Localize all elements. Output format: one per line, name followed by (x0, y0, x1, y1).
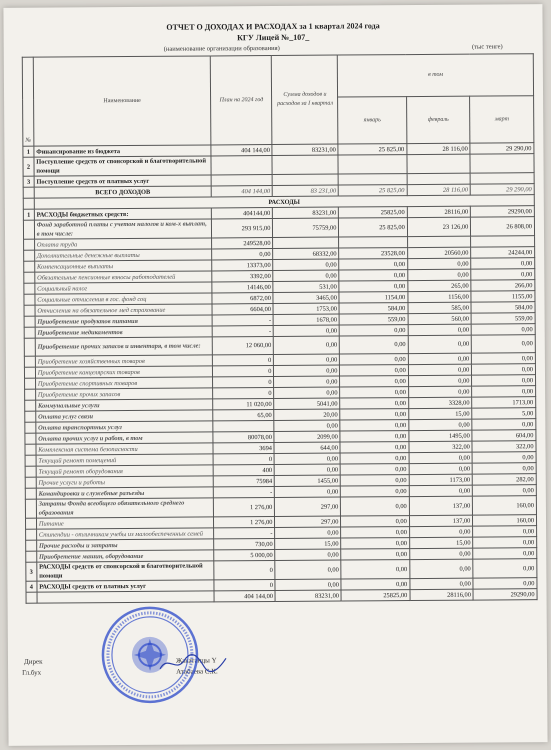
row-mar (471, 236, 535, 247)
row-sum: 20,00 (274, 409, 340, 420)
row-jan: 0,00 (339, 281, 407, 292)
row-jan: 0,00 (340, 325, 408, 336)
row-name: Стипендии - отличникам учебы из малообеспеченных семей (36, 528, 214, 540)
row-feb: 0,00 (408, 375, 472, 386)
row-plan: 0 (213, 355, 274, 366)
row-number (25, 400, 36, 411)
expense-section (23, 206, 537, 593)
row-jan: 0,00 (341, 516, 409, 527)
row-name: Текущий ремонт помещений (36, 454, 214, 466)
row-plan: 12 060,00 (213, 337, 274, 355)
row-feb: 137,00 (409, 496, 473, 515)
row-number (25, 389, 36, 400)
row-mar: 0,00 (472, 353, 536, 364)
row-mar: 0,00 (471, 258, 535, 269)
row-name: Компенсационные выплаты (34, 260, 212, 272)
row-sum: 75759,00 (273, 218, 339, 237)
row-name: Прочие расходы и затраты (36, 539, 214, 551)
row-sum (273, 174, 339, 185)
row-feb: 0,00 (408, 353, 472, 364)
row-name: Прочие услуги и работы (36, 476, 214, 488)
row-jan: 559,00 (339, 314, 407, 325)
row-jan: 0,00 (339, 270, 407, 281)
row-sum: 1753,00 (273, 303, 339, 314)
row-plan: 249528,00 (212, 238, 273, 249)
row-plan: - (214, 528, 275, 539)
row-jan: 584,00 (339, 303, 407, 314)
row-feb (407, 154, 471, 173)
row-mar: 0,00 (473, 559, 537, 578)
row-number (24, 272, 35, 283)
row-mar: 1713,00 (472, 397, 536, 408)
row-feb: 322,00 (409, 441, 473, 452)
row-sum (273, 237, 339, 248)
row-plan: 0 (214, 580, 275, 591)
row-plan: 404144,00 (212, 208, 273, 219)
total-income-feb: 28 116,00 (407, 184, 471, 195)
row-sum: 15,00 (275, 538, 341, 549)
col-header-plan: План на 2024 год (211, 56, 273, 145)
row-sum: 1678,00 (274, 314, 340, 325)
row-name: Приобретение машин, оборудование (37, 550, 215, 562)
row-plan: 3694 (213, 443, 274, 454)
row-name: Оплата транспортных услуг (36, 421, 214, 433)
row-sum: 1455,00 (275, 475, 341, 486)
row-jan: 25 825,00 (338, 144, 406, 155)
row-mar: 160,00 (473, 515, 537, 526)
row-sum: 0,00 (275, 549, 341, 560)
row-mar: 0,00 (473, 578, 537, 589)
row-jan: 0,00 (341, 527, 409, 538)
row-feb: 0,00 (409, 463, 473, 474)
row-mar: 0,00 (473, 485, 537, 496)
row-mar: 0,00 (472, 335, 536, 353)
row-plan: 730,00 (214, 539, 275, 550)
row-number (24, 327, 35, 338)
row-number (25, 378, 36, 389)
row-name: РАСХОДЫ средств от спонсорской и благотворительной помощи (37, 561, 215, 581)
organization-name: КГУ Лицей №_107_ (237, 32, 310, 43)
row-mar: 282,00 (473, 474, 537, 485)
row-mar: 0,00 (473, 548, 537, 559)
row-jan: 23528,00 (339, 248, 407, 259)
row-number (24, 356, 35, 367)
row-feb (407, 173, 471, 184)
row-feb: 15,00 (409, 408, 473, 419)
total-income-jan: 25 825,00 (339, 185, 407, 196)
row-jan: 25 825,00 (339, 218, 407, 237)
row-mar: 0,00 (472, 419, 536, 430)
total-income-mar: 29 290,00 (471, 184, 535, 195)
row-plan: 1 276,00 (214, 498, 275, 517)
row-name: Оплата услуг связи (36, 410, 214, 422)
row-sum: 0,00 (274, 354, 340, 365)
row-number: 3 (23, 176, 34, 187)
row-number (24, 261, 35, 272)
row-plan: 0 (213, 366, 274, 377)
row-plan: 3392,00 (212, 271, 273, 282)
director-label: Дирек (23, 657, 43, 666)
row-name: Социальные отчисления в гос. фонд соц (35, 293, 213, 305)
row-mar: 604,00 (472, 430, 536, 441)
row-sum: 5041,00 (274, 398, 340, 409)
col-header-mar: март (470, 96, 534, 143)
row-sum: 0,00 (275, 464, 341, 475)
row-plan: 13373,00 (212, 260, 273, 271)
row-feb: 0,00 (409, 485, 473, 496)
row-name: Коммунальные услуги (35, 399, 213, 411)
row-number (24, 338, 35, 356)
col-header-name: Наименование (33, 56, 211, 146)
row-name: РАСХОДЫ бюджетных средств: (34, 208, 212, 220)
row-jan: 0,00 (340, 431, 408, 442)
row-number: 4 (26, 581, 37, 592)
row-sum: 0,00 (275, 579, 341, 590)
row-feb: 585,00 (408, 302, 472, 313)
row-sum: 0,00 (275, 560, 341, 579)
row-sum: 68332,00 (273, 248, 339, 259)
row-plan (211, 175, 272, 186)
row-feb: 0,00 (410, 578, 474, 589)
row-name: Социальный налог (35, 282, 213, 294)
row-sum: 0,00 (274, 376, 340, 387)
row-number: 1 (23, 209, 34, 220)
row-sum: 0,00 (274, 365, 340, 376)
director-signature (158, 652, 228, 674)
col-header-jan: январь (338, 97, 407, 144)
row-name: Оплата прочих услуг и работ, в том (36, 432, 214, 444)
row-name: Отчисления на обязательное мед страхование (35, 304, 213, 316)
row-feb: 0,00 (408, 324, 472, 335)
row-sum: 297,00 (275, 497, 341, 516)
row-jan: 0,00 (340, 387, 408, 398)
row-plan: 65,00 (213, 410, 274, 421)
row-number: 3 (26, 562, 37, 581)
row-sum: 0,00 (274, 420, 340, 431)
row-name: РАСХОДЫ средств от платных услуг (37, 580, 215, 592)
row-number (23, 220, 34, 239)
row-plan: 0,00 (212, 249, 273, 260)
row-mar: 0,00 (473, 537, 537, 548)
row-jan: 0,00 (340, 365, 408, 376)
row-plan (213, 421, 274, 432)
row-plan: 0 (213, 377, 274, 388)
row-plan: 14146,00 (212, 282, 273, 293)
row-number (24, 316, 35, 327)
row-feb: 265,00 (408, 280, 472, 291)
row-number (25, 466, 36, 477)
row-plan (211, 156, 272, 175)
col-header-feb: февраль (406, 97, 470, 144)
row-name: Дополнительные денежные выплаты (34, 249, 212, 261)
row-feb: 1156,00 (408, 291, 472, 302)
total-expense-feb: 28116,00 (410, 589, 474, 600)
row-name: Комплексная система безопасности (36, 443, 214, 455)
row-feb: 137,00 (409, 515, 473, 526)
row-number (24, 239, 35, 250)
row-mar: 0,00 (472, 375, 536, 386)
row-name: Затраты Фонда всеобщего обязательного среднего образования (36, 498, 214, 518)
row-mar: 160,00 (473, 496, 537, 515)
row-number: 2 (23, 157, 34, 176)
row-plan: 0 (213, 388, 274, 399)
row-number (25, 499, 36, 518)
row-jan: 0,00 (341, 486, 409, 497)
row-jan: 0,00 (341, 579, 409, 590)
row-jan: 0,00 (340, 398, 408, 409)
row-mar (470, 154, 534, 173)
row-mar: 0,00 (471, 324, 535, 335)
row-name: Питание (36, 517, 214, 529)
accountant-label: Гл.бух (22, 668, 42, 677)
row-number (24, 294, 35, 305)
row-plan: 0 (213, 454, 274, 465)
row-sum: 531,00 (273, 281, 339, 292)
row-jan: 1154,00 (339, 292, 407, 303)
row-jan: 0,00 (340, 376, 408, 387)
row-feb: 0,00 (410, 559, 474, 578)
report-table (22, 53, 538, 604)
row-number (25, 488, 36, 499)
row-number (24, 250, 35, 261)
row-number (26, 540, 37, 551)
row-number (25, 411, 36, 422)
row-feb: 0,00 (409, 452, 473, 463)
row-sum: 0,00 (275, 527, 341, 538)
row-plan: 6604,00 (212, 304, 273, 315)
row-mar: 0,00 (473, 526, 537, 537)
total-expense-mar: 29290,00 (473, 589, 537, 600)
row-jan: 0,00 (341, 475, 409, 486)
row-jan: 0,00 (340, 420, 408, 431)
row-number (24, 367, 35, 378)
row-sum: 0,00 (273, 259, 339, 270)
row-mar: 29290,00 (471, 206, 535, 217)
row-plan: 404 144,00 (211, 145, 272, 156)
row-sum: 3465,00 (273, 292, 339, 303)
row-jan (339, 174, 407, 185)
row-name: Финансирование из бюджета (34, 145, 212, 157)
row-name: Фонд заработной платы с учетом налогов и ком-х выплат, в том числе: (34, 219, 212, 239)
total-expense-row (26, 589, 537, 604)
row-mar: 0,00 (472, 463, 536, 474)
row-sum: 83231,00 (272, 144, 338, 155)
row-number (24, 283, 35, 294)
row-feb: 28 116,00 (407, 143, 471, 154)
total-expense-plan: 404 144,00 (214, 591, 275, 602)
currency-unit: (тыс тенге) (471, 43, 503, 51)
row-plan: 293 915,00 (212, 219, 273, 238)
row-mar: 26 808,00 (471, 217, 535, 236)
total-expense-jan: 25825,00 (341, 590, 409, 601)
row-jan: 0,00 (340, 354, 408, 365)
row-plan: 400 (213, 465, 274, 476)
row-feb: 15,00 (409, 537, 473, 548)
total-expense-sum: 83231,00 (275, 590, 341, 601)
row-plan: - (214, 487, 275, 498)
row-name: Командировки и служебные разъезды (36, 487, 214, 499)
row-feb: 0,00 (409, 548, 473, 559)
row-number (26, 551, 37, 562)
row-name: Поступление средств от платных услуг (34, 175, 212, 187)
row-sum: 0,00 (274, 387, 340, 398)
row-plan: 5 000,00 (214, 550, 275, 561)
row-jan: 0,00 (341, 538, 409, 549)
row-mar: 0,00 (472, 364, 536, 375)
row-sum: 0,00 (274, 325, 340, 336)
total-expense-label (37, 591, 215, 603)
director-name: Жакатанцы Y (175, 656, 217, 665)
row-sum: 0,00 (275, 453, 341, 464)
row-name: Текущий ремонт оборудования (36, 465, 214, 477)
row-name: Приобретение хозяйственных товаров (35, 355, 213, 367)
row-jan: 0,00 (340, 442, 408, 453)
row-number (25, 444, 36, 455)
row-jan: 0,00 (341, 497, 409, 516)
row-name: Приобретение спортивных товаров (35, 377, 213, 389)
row-name: Приобретение прочих запасов (35, 388, 213, 400)
col-header-num: № (22, 57, 33, 146)
row-feb: 20560,00 (407, 247, 471, 258)
row-sum (272, 155, 338, 174)
total-income-sum: 83 231,00 (273, 185, 339, 196)
row-mar: 1155,00 (471, 291, 535, 302)
row-plan: 1 276,00 (214, 517, 275, 528)
row-name: Приобретение медикаментов (35, 326, 213, 338)
row-mar: 584,00 (471, 302, 535, 313)
row-sum: 297,00 (275, 516, 341, 527)
row-mar: 322,00 (472, 441, 536, 452)
row-plan: 80078,00 (213, 432, 274, 443)
row-feb: 28116,00 (407, 206, 471, 217)
row-jan (338, 155, 406, 174)
row-jan: 0,00 (340, 409, 408, 420)
row-name: Приобретение прочих запасов и инвентаря, в том числе: (35, 337, 213, 356)
row-number (26, 529, 37, 540)
row-jan: 0,00 (340, 453, 408, 464)
row-number: 1 (23, 146, 34, 157)
total-income-label: ВСЕГО ДОХОДОВ (34, 186, 212, 198)
row-mar: 559,00 (471, 313, 535, 324)
row-feb (407, 236, 471, 247)
row-plan: 6872,00 (212, 293, 273, 304)
report-title: ОТЧЕТ О ДОХОДАХ И РАСХОДАХ за 1 квартал 2024 года (166, 21, 380, 32)
row-name: Приобретение продуктов питания (35, 315, 213, 327)
row-feb: 0,00 (407, 258, 471, 269)
col-header-incl: в том (338, 54, 534, 98)
total-income-plan: 404 144,00 (211, 186, 272, 197)
row-plan: 0 (214, 561, 275, 580)
expenses-header: РАСХОДЫ (34, 195, 534, 209)
row-mar: 0,00 (471, 269, 535, 280)
row-plan: - (212, 315, 273, 326)
row-jan (339, 237, 407, 248)
row-mar: 29 290,00 (470, 143, 534, 154)
row-sum: 0,00 (275, 486, 341, 497)
row-mar: 266,00 (471, 280, 535, 291)
row-jan: 0,00 (341, 549, 409, 560)
row-plan: - (212, 326, 273, 337)
accountant-name: Атабаева С.К. (176, 667, 218, 676)
row-plan: 11 020,00 (213, 399, 274, 410)
row-mar: 5,00 (472, 408, 536, 419)
row-name: Оплата труда (34, 238, 212, 250)
row-number (25, 455, 36, 466)
row-feb: 0,00 (409, 419, 473, 430)
row-number (24, 305, 35, 316)
row-feb: 3328,00 (408, 397, 472, 408)
row-mar: 0,00 (472, 386, 536, 397)
row-jan: 0,00 (341, 464, 409, 475)
row-sum: 0,00 (274, 336, 340, 354)
row-number (25, 477, 36, 488)
row-jan: 0,00 (341, 560, 409, 579)
row-sum: 83231,00 (273, 207, 339, 218)
row-sum: 2099,00 (274, 431, 340, 442)
row-feb: 1495,00 (409, 430, 473, 441)
col-header-sum: Сумма доходов и расходов за I квартал (272, 55, 339, 144)
row-jan: 0,00 (340, 336, 408, 354)
row-name: Обязательные пенсионные взносы работодателей (35, 271, 213, 283)
row-feb: 23 126,00 (407, 217, 471, 236)
row-sum: 644,00 (274, 442, 340, 453)
row-feb: 560,00 (408, 313, 472, 324)
row-feb: 0,00 (408, 335, 472, 353)
row-feb: 0,00 (408, 269, 472, 280)
row-feb: 1173,00 (409, 474, 473, 485)
row-mar: 24244,00 (471, 247, 535, 258)
row-feb: 0,00 (408, 364, 472, 375)
organization-caption: (наименование организации образования) (163, 44, 280, 53)
row-feb: 0,00 (408, 386, 472, 397)
row-jan: 0,00 (339, 259, 407, 270)
row-feb: 0,00 (409, 526, 473, 537)
row-plan: 75984 (214, 476, 275, 487)
row-name: Поступление средств от спонсорской и благотворительной помощи (34, 156, 212, 176)
row-number (25, 518, 36, 529)
row-mar (470, 173, 534, 184)
row-name: Приобретение канцелярских товаров (35, 366, 213, 378)
row-number (25, 433, 36, 444)
row-sum: 0,00 (273, 270, 339, 281)
income-section (23, 143, 534, 188)
row-number (25, 422, 36, 433)
document-page (3, 4, 547, 746)
row-jan: 25825,00 (339, 207, 407, 218)
row-mar: 0,00 (472, 452, 536, 463)
